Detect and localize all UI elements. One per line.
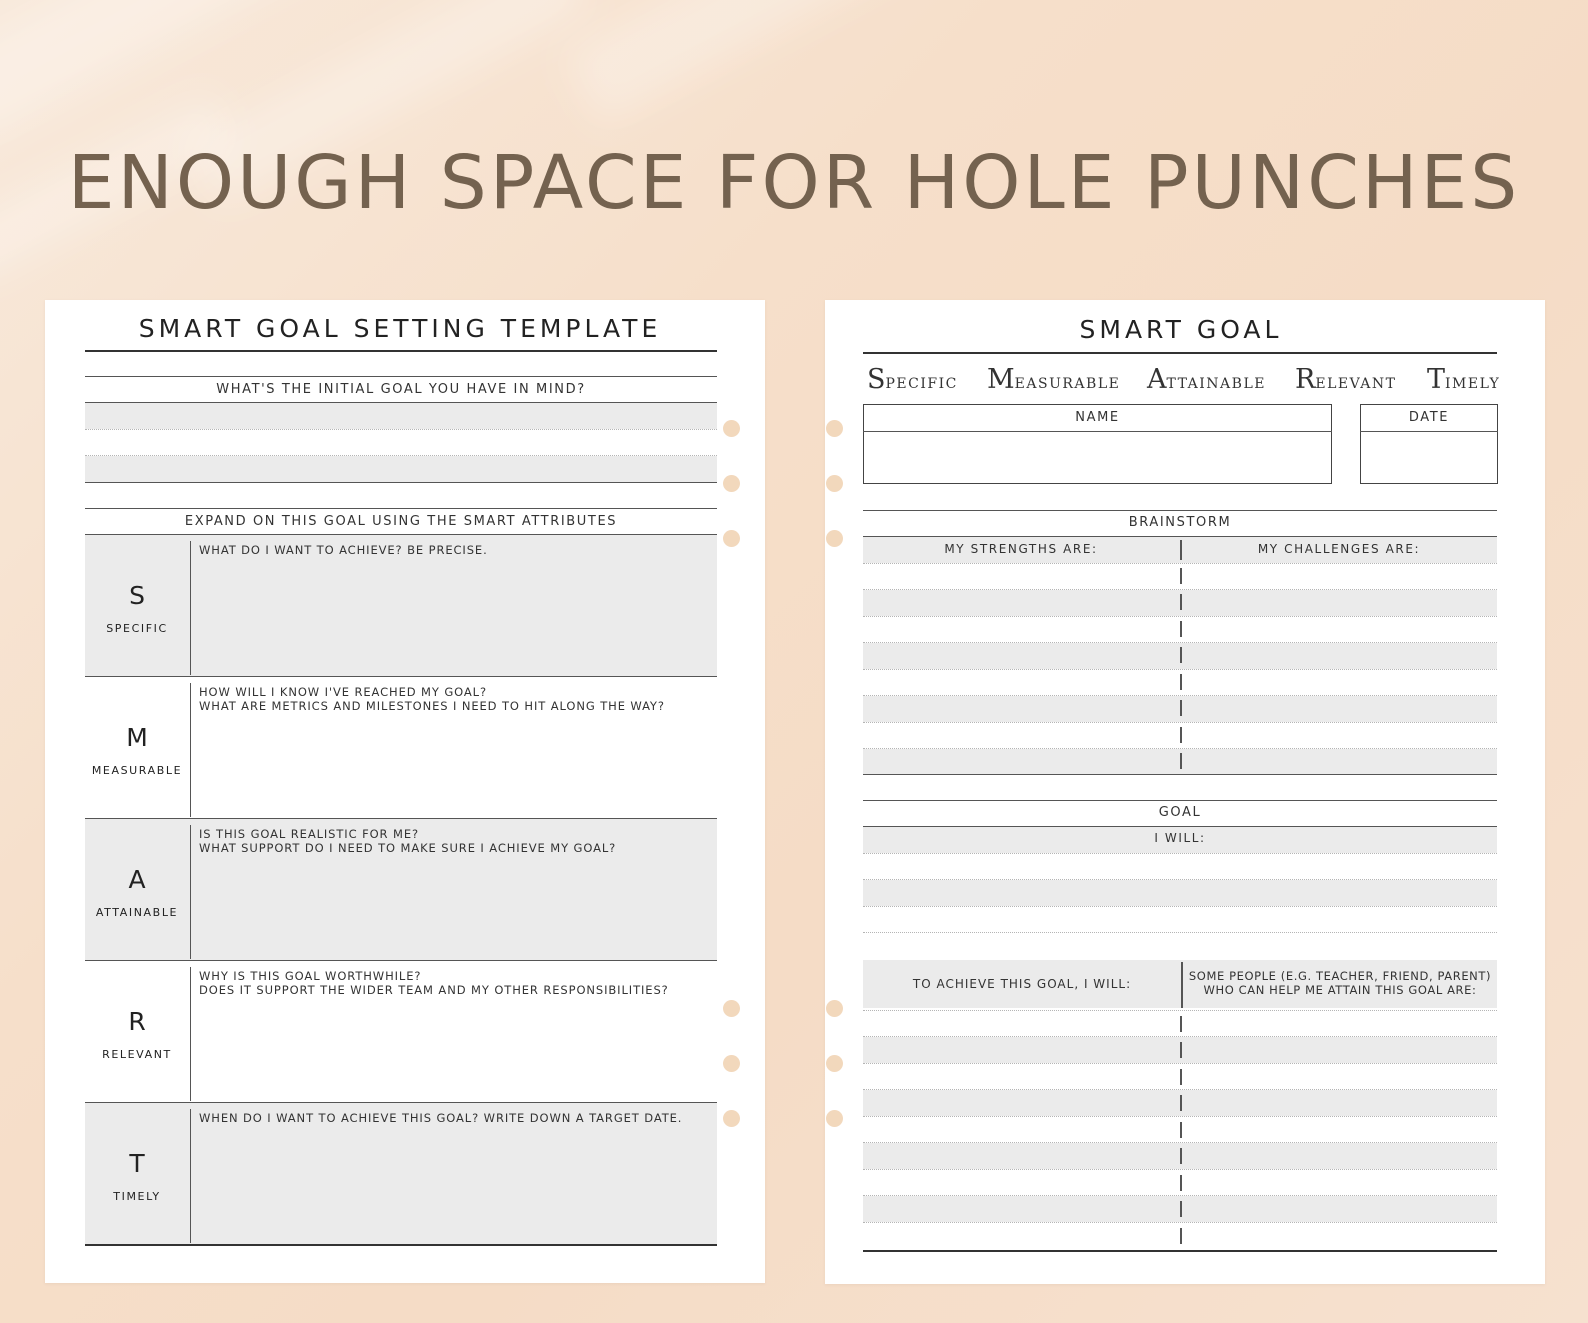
brainstorm-label: BRAINSTORM [1128, 515, 1232, 530]
measurable-letter: M MEASURABLE [91, 723, 183, 777]
headline: ENOUGH SPACE FOR HOLE PUNCHES [67, 140, 1521, 226]
challenges-label: MY CHALLENGES ARE: [1257, 542, 1421, 556]
attainable-prompt-1: IS THIS GOAL REALISTIC FOR ME? [199, 827, 419, 841]
smart-word-relevant: RELEVANT [1295, 364, 1397, 395]
goal-label: GOAL [1158, 805, 1202, 820]
timely-letter: T TIMELY [113, 1149, 161, 1203]
specific-prompt: WHAT DO I WANT TO ACHIEVE? BE PRECISE. [199, 543, 488, 557]
hole-punch [826, 1000, 843, 1017]
expand-label: EXPAND ON THIS GOAL USING THE SMART ATTRIBUTES [184, 514, 618, 529]
relevant-prompt-2: DOES IT SUPPORT THE WIDER TEAM AND MY OTHER RESPONSIBILITIES? [199, 983, 669, 997]
i-will-label: I WILL: [1154, 831, 1206, 845]
smart-goal-setting-template-page [45, 300, 765, 1283]
smart-word-attainable: ATTAINABLE [1147, 364, 1266, 395]
relevant-prompt-1: WHY IS THIS GOAL WORTHWHILE? [199, 969, 422, 983]
hole-punch [723, 475, 740, 492]
page-title: SMART GOAL [1079, 315, 1283, 344]
hole-punch [826, 1055, 843, 1072]
strengths-label: MY STRENGTHS ARE: [944, 542, 1098, 556]
measurable-prompt-1: HOW WILL I KNOW I'VE REACHED MY GOAL? [199, 685, 487, 699]
hole-punch [826, 530, 843, 547]
hole-punch [723, 1110, 740, 1127]
initial-goal-line[interactable] [85, 403, 717, 429]
measurable-prompt-2: WHAT ARE METRICS AND MILESTONES I NEED TO HIT ALONG THE WAY? [199, 699, 665, 713]
hole-punch [826, 420, 843, 437]
attainable-prompt-2: WHAT SUPPORT DO I NEED TO MAKE SURE I ACHIEVE MY GOAL? [199, 841, 617, 855]
hole-punch [723, 1000, 740, 1017]
achieve-label: TO ACHIEVE THIS GOAL, I WILL: [912, 977, 1132, 991]
hole-punch [826, 1110, 843, 1127]
helpers-label-1: SOME PEOPLE (E.G. TEACHER, FRIEND, PARENT) [1188, 969, 1492, 983]
goal-line[interactable] [863, 880, 1497, 906]
smart-word-timely: TIMELY [1427, 364, 1501, 395]
attainable-letter: A ATTAINABLE [95, 865, 179, 919]
hole-punch [723, 420, 740, 437]
hole-punch [826, 475, 843, 492]
date-label: DATE [1408, 410, 1450, 425]
smart-word-specific: SPECIFIC [867, 364, 958, 395]
hole-punch [723, 1055, 740, 1072]
relevant-letter: R RELEVANT [102, 1007, 172, 1061]
specific-letter: S SPECIFIC [106, 581, 168, 635]
smart-goal-page [825, 300, 1545, 1284]
timely-prompt: WHEN DO I WANT TO ACHIEVE THIS GOAL? WRITE DOWN A TARGET DATE. [199, 1111, 683, 1125]
hole-punch [723, 530, 740, 547]
name-label: NAME [1075, 410, 1120, 425]
initial-goal-label: WHAT'S THE INITIAL GOAL YOU HAVE IN MIND? [216, 382, 586, 397]
helpers-label-2: WHO CAN HELP ME ATTAIN THIS GOAL ARE: [1203, 983, 1477, 997]
page-title: SMART GOAL SETTING TEMPLATE [138, 314, 662, 343]
initial-goal-line[interactable] [85, 456, 717, 482]
smart-word-measurable: MEASURABLE [987, 364, 1121, 395]
